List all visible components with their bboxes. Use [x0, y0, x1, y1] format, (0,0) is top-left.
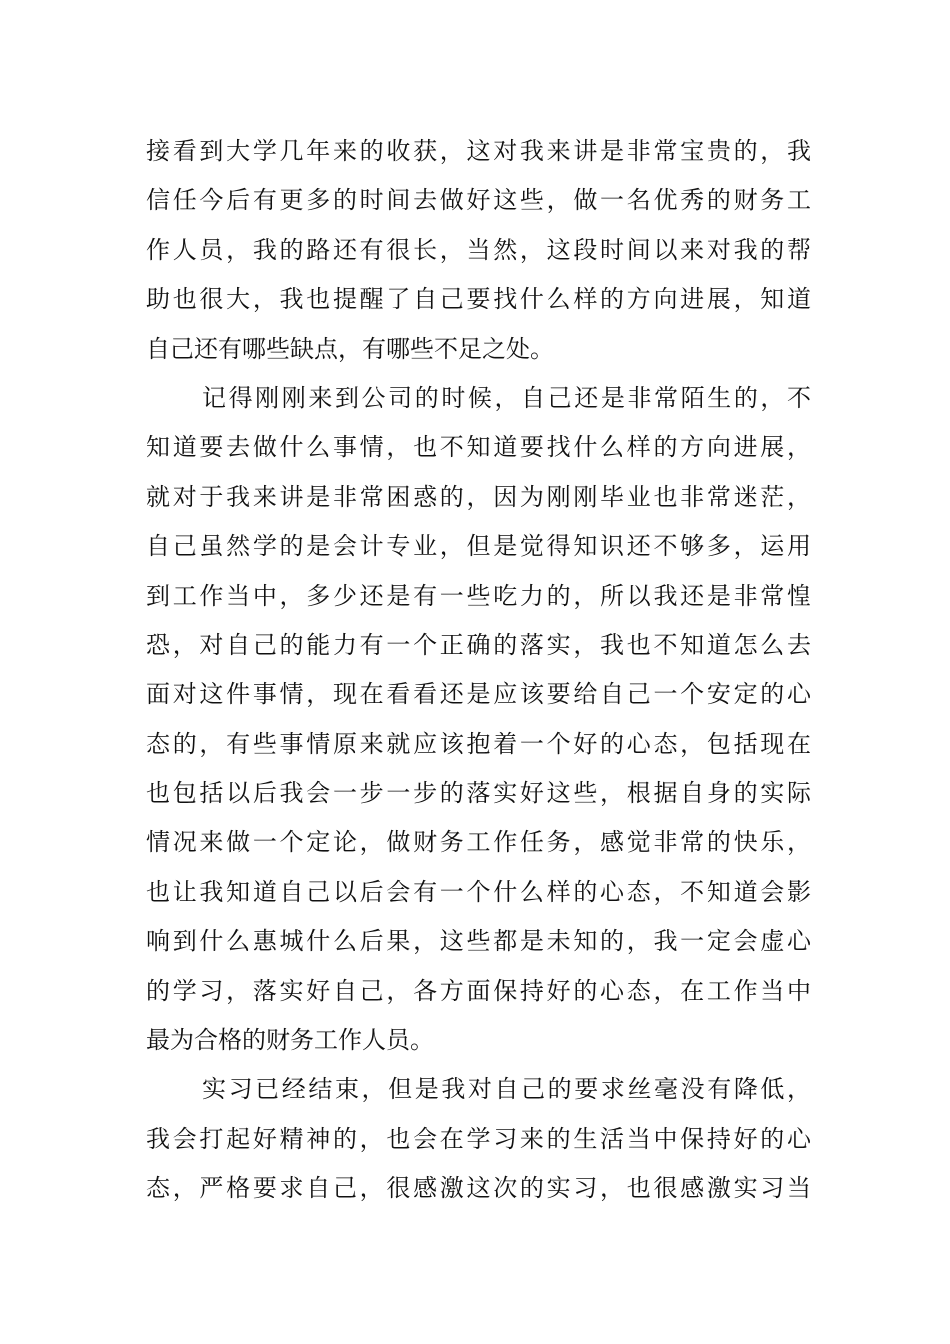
paragraph-2-line-13: 的学习，落实好自己，各方面保持好的心态，在工作当中 [146, 976, 811, 1005]
paragraph-1-line-4: 助也很大，我也提醒了自己要找什么样的方向进展，知道 [146, 285, 811, 314]
paragraph-2-line-14: 最为合格的财务工作人员。 [146, 1026, 434, 1055]
paragraph-2-line-6: 恐，对自己的能力有一个正确的落实，我也不知道怎么去 [146, 630, 811, 659]
paragraph-1-line-1: 接看到大学几年来的收获，这对我来讲是非常宝贵的，我 [146, 137, 811, 165]
paragraph-2-line-3: 就对于我来讲是非常困惑的，因为刚刚毕业也非常迷茫， [146, 482, 811, 511]
paragraph-1-line-5: 自己还有哪些缺点，有哪些不足之处。 [146, 334, 554, 363]
paragraph-3-line-3: 态，严格要求自己，很感激这次的实习，也很感激实习当 [146, 1174, 811, 1203]
paragraph-1-line-3: 作人员，我的路还有很长，当然，这段时间以来对我的帮 [146, 235, 811, 264]
paragraph-2-line-1: 记得刚刚来到公司的时候，自己还是非常陌生的，不 [202, 383, 811, 412]
paragraph-2-line-5: 到工作当中，多少还是有一些吃力的，所以我还是非常惶 [146, 581, 811, 610]
paragraph-2-line-11: 也让我知道自己以后会有一个什么样的心态，不知道会影 [146, 877, 811, 906]
paragraph-2-line-10: 情况来做一个定论，做财务工作任务，感觉非常的快乐， [146, 828, 811, 857]
paragraph-2-line-7: 面对这件事情，现在看看还是应该要给自己一个安定的心 [146, 680, 811, 709]
paragraph-2-line-12: 响到什么惠城什么后果，这些都是未知的，我一定会虚心 [146, 927, 811, 956]
paragraph-2-line-9: 也包括以后我会一步一步的落实好这些，根据自身的实际 [146, 779, 811, 808]
paragraph-2-line-4: 自己虽然学的是会计专业，但是觉得知识还不够多，运用 [146, 532, 811, 561]
paragraph-3-line-2: 我会打起好精神的，也会在学习来的生活当中保持好的心 [146, 1124, 811, 1153]
paragraph-3-line-1: 实习已经结束，但是我对自己的要求丝毫没有降低， [202, 1075, 811, 1104]
paragraph-2-line-2: 知道要去做什么事情，也不知道要找什么样的方向进展， [146, 433, 811, 462]
paragraph-1-line-2: 信任今后有更多的时间去做好这些，做一名优秀的财务工 [146, 186, 811, 215]
paragraph-2-line-8: 态的，有些事情原来就应该抱着一个好的心态，包括现在 [146, 729, 811, 758]
document-body [146, 127, 811, 1214]
